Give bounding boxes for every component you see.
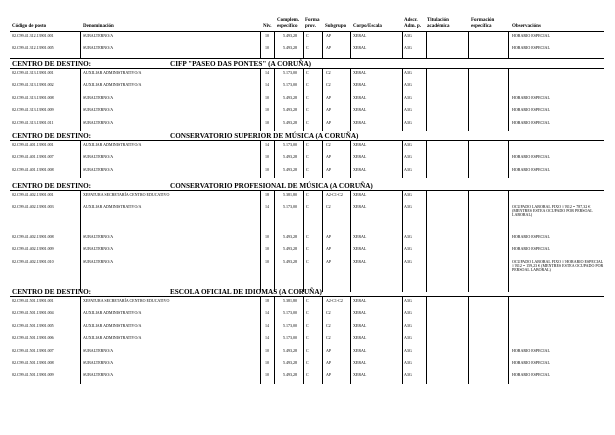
cell-adscr: A3G — [404, 154, 412, 160]
cell-observacions: HORARIO ESPECIAL — [512, 347, 550, 353]
section-rule — [10, 296, 604, 297]
cell-forma: C — [306, 204, 309, 210]
cell-comp: 5.493,28 — [283, 360, 297, 365]
section-column-rule — [402, 190, 403, 292]
section-title: CONSERVATORIO PROFESIONAL DE MÚSICA (A CORUÑA) — [170, 182, 373, 190]
cell-code: 02.C99.41.402.13901.008 — [12, 233, 54, 239]
cell-denom: XEFATURA SECRETARÍA CENTRO EDUCATIVO — [83, 192, 170, 197]
cell-adscr: A3G — [404, 33, 412, 38]
cell-sub: AP — [326, 33, 332, 38]
cell-denom: AUXILIAR ADMINISTRATIVO/A — [83, 335, 142, 341]
cell-niv: 10 — [265, 360, 269, 365]
cell-comp: 5.493,28 — [283, 258, 297, 264]
cell-sub: C2 — [326, 310, 331, 316]
cell-corpo: XERAL — [353, 70, 367, 75]
cell-sub: AP — [326, 360, 332, 365]
cell-sub: AP — [326, 347, 332, 353]
section-title: CONSERVATORIO SUPERIOR DE MÚSICA (A CORUÑA) — [170, 132, 359, 140]
header-especifica: específica — [471, 24, 492, 29]
cell-code: 02.C99.41.313.13901.011 — [12, 119, 54, 125]
section-column-rule — [322, 296, 323, 384]
cell-corpo: XERAL — [353, 166, 367, 172]
cell-corpo: XERAL — [353, 45, 367, 51]
cell-comp: 5.493,28 — [283, 33, 297, 38]
cell-code: 02.C99.41.313.13901.001 — [12, 70, 54, 75]
cell-sub: AP — [326, 233, 332, 239]
cell-forma: C — [306, 33, 309, 38]
cell-adscr: A3G — [404, 322, 412, 328]
cell-adscr: A3G — [404, 347, 412, 353]
cell-adscr: A3G — [404, 335, 412, 341]
cell-forma: C — [306, 335, 309, 341]
cell-comp: 5.493,28 — [283, 154, 297, 160]
cell-forma: C — [306, 192, 309, 197]
cell-sub: AP — [326, 258, 332, 264]
cell-denom: SUBALTERNO/A — [83, 372, 114, 378]
cell-code: 02.C99.41.401.13901.007 — [12, 154, 54, 160]
cell-forma: C — [306, 360, 309, 365]
section-column-rule — [322, 68, 323, 131]
cell-denom: SUBALTERNO/A — [83, 33, 114, 38]
cell-corpo: XERAL — [353, 82, 367, 88]
cell-forma: C — [306, 94, 309, 100]
cell-forma: C — [306, 246, 309, 252]
cell-denom: SUBALTERNO/A — [83, 107, 114, 113]
cell-niv: 18 — [265, 192, 269, 197]
cell-corpo: XERAL — [353, 246, 367, 252]
cell-sub: AP — [326, 166, 332, 172]
header-complem: Complem. — [277, 18, 300, 23]
section-column-rule — [274, 140, 275, 178]
section-title: CIFP "PASEO DAS PONTES" (A CORUÑA) — [170, 60, 312, 68]
cell-forma: C — [306, 347, 309, 353]
cell-comp: 5.173,00 — [283, 70, 297, 75]
section-column-rule — [80, 190, 81, 292]
cell-code: 02.C99.41.501.13901.004 — [12, 310, 54, 316]
header-codigo: Código de posto — [12, 24, 47, 29]
cell-forma: C — [306, 233, 309, 239]
section-column-rule — [350, 68, 351, 131]
cell-sub: C2 — [326, 70, 331, 75]
cell-comp: 5.493,28 — [283, 246, 297, 252]
header-niv: Niv. — [263, 24, 272, 29]
cell-corpo: XERAL — [353, 142, 367, 147]
cell-adscr: A3G — [404, 246, 412, 252]
cell-corpo: XERAL — [353, 107, 367, 113]
cell-corpo: XERAL — [353, 33, 367, 38]
cell-niv: 10 — [265, 94, 269, 100]
cell-comp: 5.173,00 — [283, 335, 297, 341]
top-column-rule — [426, 31, 427, 58]
header-titulacion: Titulación — [427, 18, 449, 23]
cell-forma: C — [306, 298, 309, 303]
cell-corpo: XERAL — [353, 360, 367, 365]
cell-observacions: HORARIO ESPECIAL — [512, 33, 550, 38]
cell-niv: 10 — [265, 45, 269, 51]
cell-denom: AUXILIAR ADMINISTRATIVO/A — [83, 142, 142, 147]
cell-niv: 18 — [265, 298, 269, 303]
cell-denom: SUBALTERNO/A — [83, 119, 114, 125]
header-subgrupo: Subgrupo — [325, 24, 347, 29]
cell-corpo: XERAL — [353, 372, 367, 378]
section-column-rule — [303, 296, 304, 384]
top-column-rule — [468, 31, 469, 58]
section-rule — [10, 190, 604, 191]
section-column-rule — [468, 68, 469, 131]
cell-code: 02.C99.41.501.13901.006 — [12, 335, 54, 341]
cell-adscr: A3G — [404, 82, 412, 88]
cell-denom: SUBALTERNO/A — [83, 94, 114, 100]
cell-comp: 5.493,28 — [283, 347, 297, 353]
header-observacions: Observacións — [512, 24, 541, 29]
cell-forma: C — [306, 142, 309, 147]
cell-code: 02.C99.41.402.13901.009 — [12, 246, 54, 252]
section-column-rule — [350, 296, 351, 384]
cell-corpo: XERAL — [353, 94, 367, 100]
cell-code: 02.C99.41.401.13901.008 — [12, 166, 54, 172]
cell-forma: C — [306, 45, 309, 51]
cell-niv: 14 — [265, 204, 269, 210]
cell-corpo: XERAL — [353, 204, 367, 210]
cell-adscr: A3G — [404, 142, 412, 147]
cell-code: 02.C99.41.313.13901.009 — [12, 107, 54, 113]
cell-code: 02.C99.41.501.13901.001 — [12, 298, 54, 303]
header-formacion: Formación — [471, 18, 495, 23]
top-column-rule — [260, 31, 261, 58]
cell-niv: 10 — [265, 107, 269, 113]
cell-niv: 10 — [265, 246, 269, 252]
cell-niv: 10 — [265, 166, 269, 172]
cell-comp: 5.173,00 — [283, 82, 297, 88]
top-column-rule — [80, 31, 81, 58]
section-column-rule — [303, 140, 304, 178]
cell-denom: SUBALTERNO/A — [83, 246, 114, 252]
cell-sub: AP — [326, 45, 332, 51]
cell-niv: 10 — [265, 347, 269, 353]
cell-forma: C — [306, 154, 309, 160]
cell-denom: AUXILIAR ADMINISTRATIVO/A — [83, 310, 142, 316]
section-rule — [10, 140, 604, 141]
section-column-rule — [80, 68, 81, 131]
section-column-rule — [508, 296, 509, 384]
cell-code: 02.C99.41.401.13901.001 — [12, 142, 54, 147]
header-rule — [10, 31, 604, 32]
section-label: CENTRO DE DESTINO: — [12, 288, 92, 296]
cell-comp: 5.493,28 — [283, 107, 297, 113]
cell-denom: SUBALTERNO/A — [83, 347, 114, 353]
section-label: CENTRO DE DESTINO: — [12, 60, 92, 68]
section-column-rule — [350, 190, 351, 292]
cell-corpo: XERAL — [353, 119, 367, 125]
cell-adscr: A3G — [404, 166, 412, 172]
cell-corpo: XERAL — [353, 347, 367, 353]
section-column-rule — [260, 296, 261, 384]
cell-denom: SUBALTERNO/A — [83, 360, 114, 365]
section-rule — [10, 68, 604, 69]
cell-code: 02.C99.41.312.13901.001 — [12, 33, 54, 38]
cell-sub: C2 — [326, 322, 331, 328]
cell-sub: A2-C1-C2 — [326, 298, 343, 303]
cell-corpo: XERAL — [353, 233, 367, 239]
top-column-rule — [402, 31, 403, 58]
section-column-rule — [402, 68, 403, 131]
section-column-rule — [468, 140, 469, 178]
cell-niv: 14 — [265, 82, 269, 88]
cell-sub: AP — [326, 372, 332, 378]
cell-niv: 14 — [265, 322, 269, 328]
cell-observacions: HORARIO ESPECIAL — [512, 233, 550, 239]
cell-denom: XEFATURA SECRETARÍA CENTRO EDUCATIVO — [83, 298, 170, 303]
section-column-rule — [350, 140, 351, 178]
cell-sub: C2 — [326, 204, 331, 210]
section-column-rule — [426, 296, 427, 384]
section-column-rule — [468, 190, 469, 292]
cell-code: 02.C99.41.501.13901.008 — [12, 360, 54, 365]
cell-sub: C2 — [326, 142, 331, 147]
section-column-rule — [508, 140, 509, 178]
section-column-rule — [274, 68, 275, 131]
section-column-rule — [274, 296, 275, 384]
cell-observacions: HORARIO ESPECIAL — [512, 372, 550, 378]
cell-adscr: A3G — [404, 233, 412, 239]
cell-comp: 5.173,00 — [283, 322, 297, 328]
cell-niv: 14 — [265, 70, 269, 75]
section-column-rule — [260, 190, 261, 292]
cell-comp: 5.381,80 — [283, 298, 297, 303]
cell-observacions: OCUPADO LABORAL FIXO // B12 = 787,32 € (MENTRES ESTEA OCUPADO POR PERSOAL LABORAL) — [512, 204, 593, 218]
cell-adscr: A3G — [404, 119, 412, 125]
cell-denom: SUBALTERNO/A — [83, 154, 114, 160]
cell-comp: 5.173,00 — [283, 142, 297, 147]
cell-code: 02.C99.41.402.13901.001 — [12, 192, 54, 197]
header-denominacion: Denominación — [83, 24, 114, 29]
cell-comp: 5.173,00 — [283, 310, 297, 316]
cell-corpo: XERAL — [353, 298, 367, 303]
cell-adscr: A3G — [404, 70, 412, 75]
section-column-rule — [274, 190, 275, 292]
section-column-rule — [426, 190, 427, 292]
cell-comp: 5.493,28 — [283, 372, 297, 378]
section-column-rule — [322, 190, 323, 292]
section-column-rule — [303, 190, 304, 292]
cell-observacions: HORARIO ESPECIAL — [512, 166, 550, 172]
cell-denom: SUBALTERNO/A — [83, 258, 114, 264]
header-especifico: específico — [277, 24, 298, 29]
section-column-rule — [80, 140, 81, 178]
top-column-rule — [303, 31, 304, 58]
cell-forma: C — [306, 372, 309, 378]
cell-niv: 10 — [265, 119, 269, 125]
cell-sub: AP — [326, 154, 332, 160]
cell-corpo: XERAL — [353, 322, 367, 328]
section-column-rule — [508, 68, 509, 131]
cell-forma: C — [306, 258, 309, 264]
cell-corpo: XERAL — [353, 192, 367, 197]
section-column-rule — [426, 140, 427, 178]
cell-observacions: HORARIO ESPECIAL — [512, 107, 550, 113]
cell-forma: C — [306, 310, 309, 316]
section-column-rule — [303, 68, 304, 131]
header-adm-p: Adm. p. — [404, 24, 422, 29]
section-column-rule — [260, 68, 261, 131]
cell-code: 02.C99.41.313.13901.002 — [12, 82, 54, 88]
cell-adscr: A3G — [404, 298, 412, 303]
section-column-rule — [426, 68, 427, 131]
cell-adscr: A3G — [404, 310, 412, 316]
cell-adscr: A3G — [404, 258, 412, 264]
cell-niv: 10 — [265, 154, 269, 160]
cell-niv: 14 — [265, 310, 269, 316]
section-column-rule — [80, 296, 81, 384]
block-rule — [10, 58, 604, 59]
top-column-rule — [350, 31, 351, 58]
header-adscr: Adscr. — [404, 18, 418, 23]
cell-sub: AP — [326, 119, 332, 125]
cell-code: 02.C99.41.312.13901.005 — [12, 45, 54, 51]
cell-adscr: A3G — [404, 372, 412, 378]
cell-adscr: A3G — [404, 107, 412, 113]
cell-observacions: HORARIO ESPECIAL — [512, 119, 550, 125]
cell-sub: AP — [326, 94, 332, 100]
top-column-rule — [322, 31, 323, 58]
cell-comp: 5.493,28 — [283, 233, 297, 239]
cell-corpo: XERAL — [353, 258, 367, 264]
section-label: CENTRO DE DESTINO: — [12, 182, 92, 190]
top-column-rule — [274, 31, 275, 58]
cell-corpo: XERAL — [353, 335, 367, 341]
header-forma: Forma — [305, 18, 320, 23]
cell-denom: SUBALTERNO/A — [83, 166, 114, 172]
cell-code: 02.C99.41.402.13901.003 — [12, 204, 54, 210]
cell-code: 02.C99.41.313.13901.008 — [12, 94, 54, 100]
cell-observacions: HORARIO ESPECIAL — [512, 246, 550, 252]
cell-code: 02.C99.41.501.13901.007 — [12, 347, 54, 353]
section-column-rule — [402, 296, 403, 384]
cell-adscr: A3G — [404, 45, 412, 51]
cell-corpo: XERAL — [353, 154, 367, 160]
section-column-rule — [260, 140, 261, 178]
cell-comp: 5.173,00 — [283, 204, 297, 210]
cell-denom: SUBALTERNO/A — [83, 233, 114, 239]
top-column-rule — [508, 31, 509, 58]
cell-niv: 14 — [265, 335, 269, 341]
cell-sub: C2 — [326, 82, 331, 88]
cell-observacions: HORARIO ESPECIAL — [512, 94, 550, 100]
section-column-rule — [508, 190, 509, 292]
cell-adscr: A3G — [404, 94, 412, 100]
cell-comp: 5.493,28 — [283, 166, 297, 172]
header-academica: académica — [427, 24, 450, 29]
cell-code: 02.C99.41.402.13901.010 — [12, 258, 54, 264]
cell-sub: A2-C1-C2 — [326, 192, 343, 197]
cell-comp: 5.381,80 — [283, 192, 297, 197]
cell-sub: AP — [326, 107, 332, 113]
header-corpo: Corpo/Escala — [353, 24, 382, 29]
cell-forma: C — [306, 82, 309, 88]
section-column-rule — [322, 140, 323, 178]
header-prov: prov. — [305, 24, 316, 29]
cell-code: 02.C99.41.501.13901.005 — [12, 322, 54, 328]
cell-forma: C — [306, 322, 309, 328]
section-column-rule — [402, 140, 403, 178]
cell-code: 02.C99.41.501.13901.009 — [12, 372, 54, 378]
cell-observacions: HORARIO ESPECIAL — [512, 45, 550, 51]
cell-observacions: OCUPADO LABORAL FIXO // HORARIO ESPECIAL // B12 = 159,23 € (MENTRES ESTEA OCUPADO POR PERSOAL LABORAL) — [512, 258, 604, 272]
cell-corpo: XERAL — [353, 310, 367, 316]
cell-sub: C2 — [326, 335, 331, 341]
cell-comp: 5.493,28 — [283, 119, 297, 125]
cell-denom: AUXILIAR ADMINISTRATIVO/A — [83, 204, 142, 210]
section-title: ESCOLA OFICIAL DE IDIOMAS (A CORUÑA) — [170, 288, 322, 296]
cell-niv: 10 — [265, 372, 269, 378]
cell-denom: AUXILIAR ADMINISTRATIVO/A — [83, 82, 142, 88]
cell-adscr: A3G — [404, 204, 412, 210]
cell-adscr: A3G — [404, 192, 412, 197]
cell-niv: 10 — [265, 33, 269, 38]
cell-observacions: HORARIO ESPECIAL — [512, 360, 550, 365]
cell-denom: SUBALTERNO/A — [83, 45, 114, 51]
cell-forma: C — [306, 70, 309, 75]
cell-comp: 5.493,28 — [283, 45, 297, 51]
cell-adscr: A3G — [404, 360, 412, 365]
cell-niv: 14 — [265, 142, 269, 147]
section-label: CENTRO DE DESTINO: — [12, 132, 92, 140]
cell-forma: C — [306, 166, 309, 172]
cell-forma: C — [306, 119, 309, 125]
cell-niv: 10 — [265, 233, 269, 239]
cell-denom: AUXILIAR ADMINISTRATIVO/A — [83, 322, 142, 328]
cell-sub: AP — [326, 246, 332, 252]
cell-comp: 5.493,28 — [283, 94, 297, 100]
cell-forma: C — [306, 107, 309, 113]
cell-niv: 10 — [265, 258, 269, 264]
cell-denom: AUXILIAR ADMINISTRATIVO/A — [83, 70, 142, 75]
cell-observacions: HORARIO ESPECIAL — [512, 154, 550, 160]
section-column-rule — [468, 296, 469, 384]
